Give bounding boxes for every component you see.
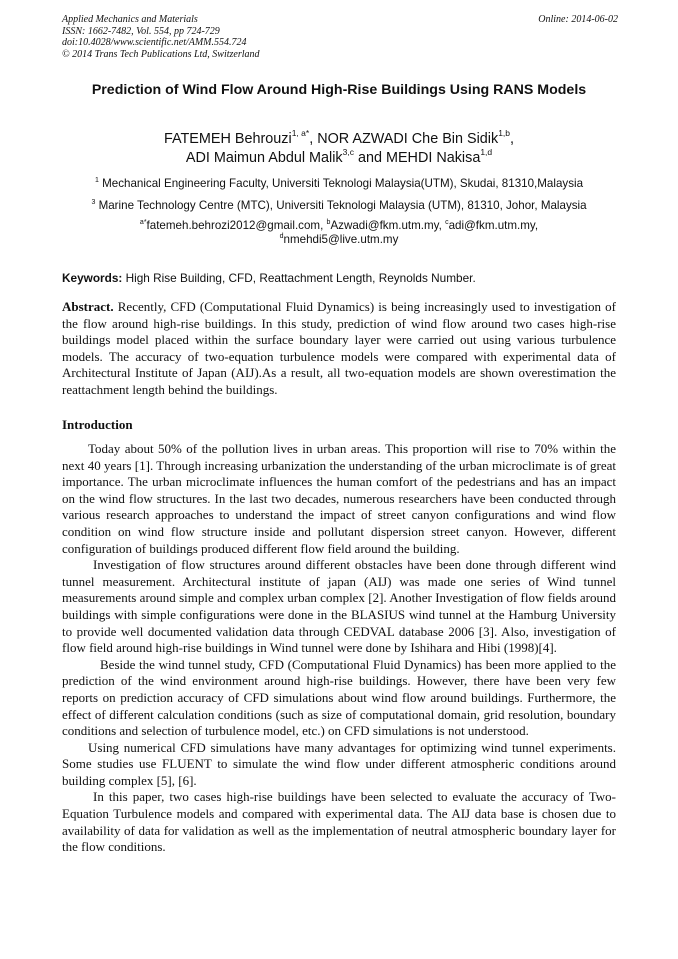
author-emails (62, 219, 616, 247)
email-superscript: a* (139, 219, 147, 226)
journal-name: Applied Mechanics and Materials (62, 14, 198, 25)
author-superscript: 3,c (342, 147, 354, 157)
keywords (62, 271, 616, 285)
author-name: FATEMEH Behrouzi (163, 131, 292, 147)
author-list (62, 130, 616, 168)
email-superscript: c (445, 219, 449, 226)
paragraph: Investigation of flow structures around different obstacles have been done through different wind tunnel measurement. Architectural institute of japan (AIJ) was made one series of Wind tunnel measurements around simple and complex urban complex [2]. Another Investigation of flow fields around buildings with simple configurations were done in the BLASIUS wind tunnel at the Hamburg University to provide well documented validation data through CEDVAL database 2006 [3]. Also, investigation of flow field around high-rise buildings in Wind tunnel were done by Ishihara and Hibi (1998)[4]. (62, 557, 616, 656)
abstract-text: Recently, CFD (Computational Fluid Dynamics) is being increasingly used to investigation of the flow around high-rise buildings. In this study, prediction of wind flow around two cases high-rise buildings model placed within the surface boundary layer were carried out using various turbulence models. The accuracy of two-equation turbulence models were compared with experimental data of Architectural Institute of Japan (AIJ).As a result, all two-equation models are shown overestimation the reattachment length behind the buildings. (62, 299, 616, 397)
affiliation-text: Mechanical Engineering Faculty, Universiti Teknologi Malaysia(UTM), Skudai, 81310,Malaysia (102, 177, 584, 190)
journal-header (62, 14, 618, 60)
paragraph: Using numerical CFD simulations have many advantages for optimizing wind tunnel experiments. Some studies use FLUENT to simulate the wind flow under different atmospheric conditions around building complex [5], [6]. (62, 739, 616, 788)
email-link[interactable]: adi@fkm.utm.my, (448, 219, 539, 232)
online-date: Online: 2014-06-02 (538, 14, 618, 25)
author-separator: , (309, 131, 318, 147)
author-name: ADI Maimun Abdul Malik (185, 150, 343, 166)
email-link[interactable]: nmehdi5@live.utm.my (283, 233, 399, 246)
copyright: © 2014 Trans Tech Publications Ltd, Switzerland (62, 48, 260, 60)
email-superscript: b (326, 219, 331, 226)
paragraph: In this paper, two cases high-rise buildings have been selected to evaluate the accuracy of Two-Equation Turbulence models and compared with experimental data. The AIJ data base is chosen due to availability of data for validation as well as the implementation of neutral atmospheric boundary layer for the flow conditions. (62, 789, 616, 855)
keywords-text: High Rise Building, CFD, Reattachment Length, Reynolds Number. (122, 271, 476, 285)
paragraph: Beside the wind tunnel study, CFD (Computational Fluid Dynamics) has been more applied to the prediction of the wind environment around high-rise buildings. However, there have been very few reports on prediction accuracy of CFD simulations about wind flow around buildings. Furthermore, the effect of different calculation conditions (such as size of computational domain, grid resolution, boundary conditions and selection of turbulence model, etc.) on CFD simulations is not understood. (62, 656, 616, 739)
author-superscript: 1, a* (291, 128, 310, 138)
author-separator: , (510, 131, 515, 147)
author-and: and (353, 150, 386, 166)
email-superscript: d (279, 233, 284, 240)
email-link[interactable]: fatemeh.behrozi2012@gmail.com, (146, 219, 327, 232)
doi[interactable]: doi:10.4028/www.scientific.net/AMM.554.724 (62, 37, 247, 48)
affiliation-superscript: 1 (94, 177, 99, 184)
introduction-body (62, 441, 616, 856)
abstract (62, 299, 616, 399)
abstract-label: Abstract. (62, 299, 114, 314)
email-link[interactable]: Azwadi@fkm.utm.my, (330, 219, 446, 232)
author-superscript: 1,b (498, 128, 511, 138)
affiliation (62, 177, 616, 190)
paragraph: Today about 50% of the pollution lives in urban areas. This proportion will rise to 70% within the next 40 years [1]. Through increasing urbanization the understanding of the urban microclimate is of great importance. The urban microclimate influences the human comfort of the pedestrians and has an impact on the wind flow structures. In the last two decades, numerous researchers have been conducted through various research approaches to understand the impact of street canyon configurations and wind flow condition on wind flow structure inside and pollutant dispersion street canyon. However, different configuration of buildings produced different flow field around the building. (62, 441, 616, 556)
affiliation-text: Marine Technology Centre (MTC), Universiti Teknologi Malaysia (UTM), 81310, Johor, Malaysia (98, 199, 587, 212)
author-superscript: 1,d (480, 147, 493, 157)
keywords-label: Keywords: (62, 271, 123, 285)
issn: ISSN: 1662-7482, Vol. 554, pp 724-729 (62, 25, 220, 37)
author-name: MEHDI Nakisa (385, 150, 481, 166)
author-name: NOR AZWADI Che Bin Sidik (317, 131, 499, 147)
section-heading-introduction: Introduction (62, 417, 133, 432)
paper-title: Prediction of Wind Flow Around High-Rise Buildings Using RANS Models (91, 82, 587, 98)
affiliation (62, 199, 616, 212)
affiliation-superscript: 3 (91, 199, 96, 206)
